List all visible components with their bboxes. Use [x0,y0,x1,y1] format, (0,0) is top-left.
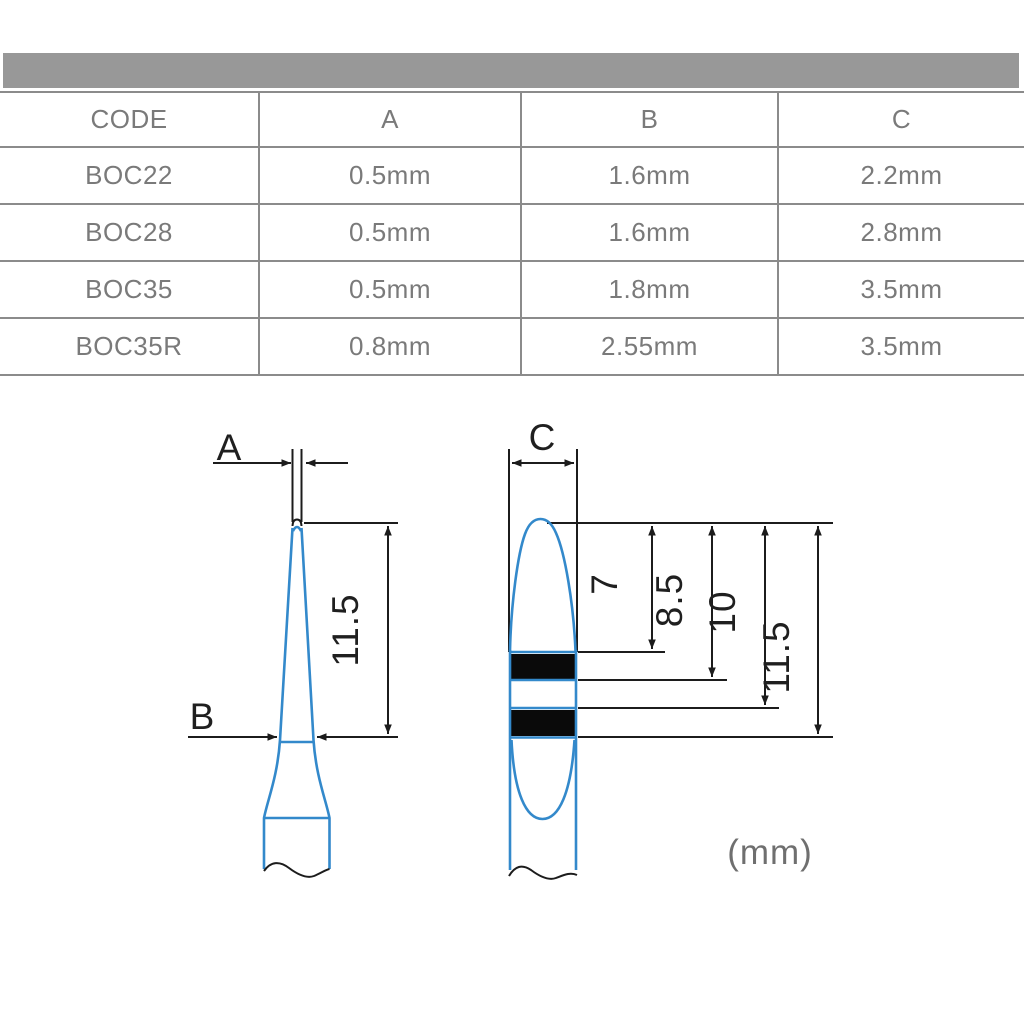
tip-front-outline [510,519,576,651]
cell-a: 0.5mm [259,204,521,261]
cell-code: BOC35R [0,318,259,375]
break-line [264,863,330,877]
right-tip-diagram [509,417,833,879]
cell-a: 0.5mm [259,261,521,318]
cell-c: 3.5mm [778,318,1024,375]
dim-label-b: B [189,696,215,737]
dim-value-7: 7 [584,573,625,595]
header-c: C [778,92,1024,147]
cell-a: 0.5mm [259,147,521,204]
solder-band [511,654,575,679]
header-b: B [521,92,778,147]
dim-label-a: A [216,427,242,468]
unit-note: (mm) [727,833,813,872]
inner-curve [512,740,575,819]
left-tip-diagram [188,427,398,877]
cell-b: 2.55mm [521,318,778,375]
tip-apex-cap [293,520,302,527]
cell-c: 3.5mm [778,261,1024,318]
cell-c: 2.2mm [778,147,1024,204]
cell-b: 1.6mm [521,147,778,204]
tip-outline-apex [293,527,301,531]
cell-code: BOC35 [0,261,259,318]
cell-a: 0.8mm [259,318,521,375]
header-a: A [259,92,521,147]
cell-code: BOC28 [0,204,259,261]
dim-value-11-5: 11.5 [756,620,797,694]
solder-band [511,710,575,736]
dim-value-10: 10 [702,590,743,634]
header-code: CODE [0,92,259,147]
dim-label-c: C [528,417,556,458]
dim-value-8-5: 8.5 [649,572,690,628]
cell-code: BOC22 [0,147,259,204]
cell-c: 2.8mm [778,204,1024,261]
cell-b: 1.6mm [521,204,778,261]
dim-value-11-5: 11.5 [325,593,366,667]
break-line [509,867,577,879]
cell-b: 1.8mm [521,261,778,318]
